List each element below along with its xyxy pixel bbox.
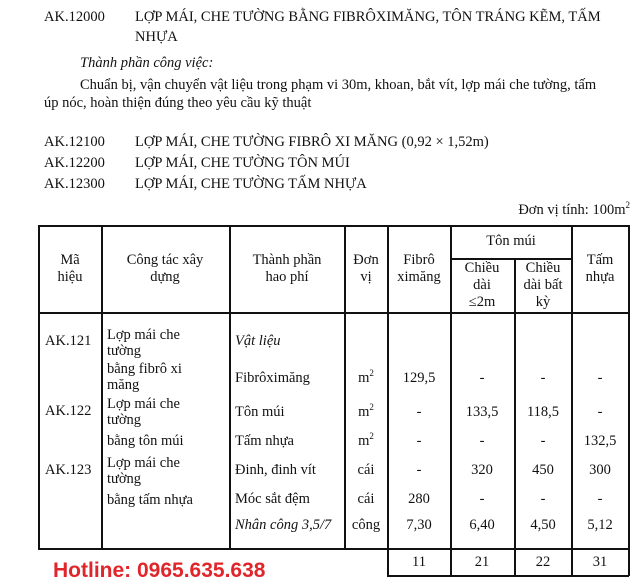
subsection-code: AK.12200 [44, 155, 105, 171]
unit-note-sup: 2 [625, 200, 630, 211]
table-border [38, 225, 629, 227]
row-value: 133,5 [465, 404, 499, 420]
row-value: 4,50 [530, 517, 556, 533]
row-value: 129,5 [402, 370, 436, 386]
table-border [514, 258, 516, 576]
header-chieu-dai-2m: Chiều [464, 260, 500, 276]
work-label: Thành phần công việc: [80, 55, 214, 71]
code-cell: AK.121 [45, 333, 92, 349]
unit-note [518, 202, 630, 219]
header-chieu-dai-bat-ky: kỳ [535, 294, 551, 310]
row-unit [358, 462, 375, 479]
row-unit [358, 370, 374, 387]
desc-cell: bằng tấm nhựa [107, 492, 193, 508]
subsection-code: AK.12100 [44, 134, 105, 150]
header-don-vi: Đơn [353, 252, 379, 268]
row-unit [358, 433, 374, 450]
row-unit [358, 404, 374, 421]
heading-title-1: LỢP MÁI, CHE TƯỜNG BẰNG FIBRÔXIMĂNG, TÔN TRÁNG KẼM, TẤM [135, 9, 601, 25]
header-ma-hieu: Mã [60, 252, 80, 268]
footer-cell: 22 [535, 554, 551, 570]
row-name: Tấm nhựa [235, 433, 294, 449]
header-tam-nhua: nhựa [585, 269, 615, 285]
row-unit-text: m [358, 404, 370, 420]
footer-cell: 11 [412, 554, 426, 570]
subsection-title: LỢP MÁI, CHE TƯỜNG FIBRÔ XI MĂNG (0,92 × 1,52m) [135, 134, 489, 150]
row-unit-text: cái [357, 491, 375, 507]
desc-cell: Lợp mái che [107, 455, 180, 471]
heading-code: AK.12000 [44, 9, 105, 25]
table-border [387, 575, 629, 577]
desc-cell: Lợp mái che [107, 327, 180, 343]
desc-cell: tường [107, 471, 142, 487]
desc-cell: bằng tôn múi [107, 433, 184, 449]
row-unit [352, 517, 380, 534]
header-fibro: ximăng [397, 269, 441, 285]
table-border [450, 225, 452, 576]
row-name: Tôn múi [235, 404, 285, 420]
subsection-title: LỢP MÁI, CHE TƯỜNG TẤM NHỰA [135, 176, 367, 192]
subsection-title: LỢP MÁI, CHE TƯỜNG TÔN MÚI [135, 155, 350, 171]
row-value: - [479, 433, 485, 449]
table-border [101, 225, 103, 549]
desc-cell: Lợp mái che [107, 396, 180, 412]
row-value: - [416, 404, 422, 420]
row-value: 280 [408, 491, 430, 507]
row-unit [358, 491, 375, 508]
header-chieu-dai-2m: dài [473, 277, 491, 293]
hotline: Hotline: 0965.635.638 [53, 559, 266, 582]
row-name: Vật liệu [235, 333, 281, 349]
header-cong-tac: dựng [150, 269, 180, 285]
row-unit-sup: 2 [369, 402, 374, 413]
table-border [38, 312, 629, 314]
row-unit-sup: 2 [369, 431, 374, 442]
row-value: - [416, 462, 422, 478]
subsection-code: AK.12300 [44, 176, 105, 192]
header-thanh-phan: Thành phần [252, 252, 322, 268]
row-value: 320 [471, 462, 493, 478]
desc-cell: bằng fibrô xi [107, 361, 182, 377]
row-value: - [540, 433, 546, 449]
table-border [229, 225, 231, 549]
header-chieu-dai-2m: ≤2m [468, 294, 496, 310]
table-border [38, 548, 629, 550]
row-value: 300 [589, 462, 611, 478]
row-unit-sup: 2 [369, 368, 374, 379]
desc-cell: măng [107, 377, 140, 393]
header-tam-nhua: Tấm [586, 252, 614, 268]
table-border [387, 225, 389, 576]
header-cong-tac: Công tác xây [126, 252, 204, 268]
row-value: 132,5 [583, 433, 617, 449]
row-name: Fibrôximăng [235, 370, 310, 386]
footer-cell: 31 [592, 554, 608, 570]
row-name: Nhân công 3,5/7 [235, 517, 332, 533]
row-value: - [597, 404, 603, 420]
work-line-2: úp nóc, hoàn thiện đúng theo yêu cầu kỹ thuật [44, 95, 312, 111]
desc-cell: tường [107, 412, 142, 428]
row-value: 7,30 [406, 517, 432, 533]
row-unit-text: m [358, 370, 370, 386]
row-value: - [479, 370, 485, 386]
row-name: Đinh, đinh vít [235, 462, 316, 478]
row-unit-text: công [351, 517, 381, 533]
row-value: 118,5 [526, 404, 560, 420]
header-don-vi: vị [360, 269, 372, 285]
row-value: - [540, 491, 546, 507]
row-value: - [540, 370, 546, 386]
table-border [571, 225, 573, 576]
header-chieu-dai-bat-ky: dài bất [523, 277, 563, 293]
row-value: 5,12 [587, 517, 613, 533]
row-unit-text: cái [357, 462, 375, 478]
header-ton-mui: Tôn múi [486, 233, 536, 249]
table-border [38, 225, 40, 549]
row-value: 450 [532, 462, 554, 478]
table-border [344, 225, 346, 549]
row-value: - [597, 491, 603, 507]
footer-cell: 21 [474, 554, 490, 570]
table-border [628, 225, 630, 576]
header-ma-hieu: hiệu [57, 269, 83, 285]
unit-note-text: Đơn vị tính: 100m [518, 202, 626, 218]
work-line-1: Chuẩn bị, vận chuyển vật liệu trong phạm vi 30m, khoan, bắt vít, lợp mái che tường, tấm [80, 77, 597, 93]
row-unit-text: m [358, 433, 370, 449]
row-value: - [416, 433, 422, 449]
row-name: Móc sắt đệm [235, 491, 310, 507]
header-fibro: Fibrô [403, 252, 435, 268]
row-value: 6,40 [469, 517, 495, 533]
row-value: - [479, 491, 485, 507]
heading-title-2: NHỰA [135, 29, 178, 45]
code-cell: AK.123 [45, 462, 92, 478]
header-chieu-dai-bat-ky: Chiều [525, 260, 561, 276]
row-value: - [597, 370, 603, 386]
desc-cell: tường [107, 343, 142, 359]
header-thanh-phan: hao phí [265, 269, 309, 285]
code-cell: AK.122 [45, 403, 92, 419]
